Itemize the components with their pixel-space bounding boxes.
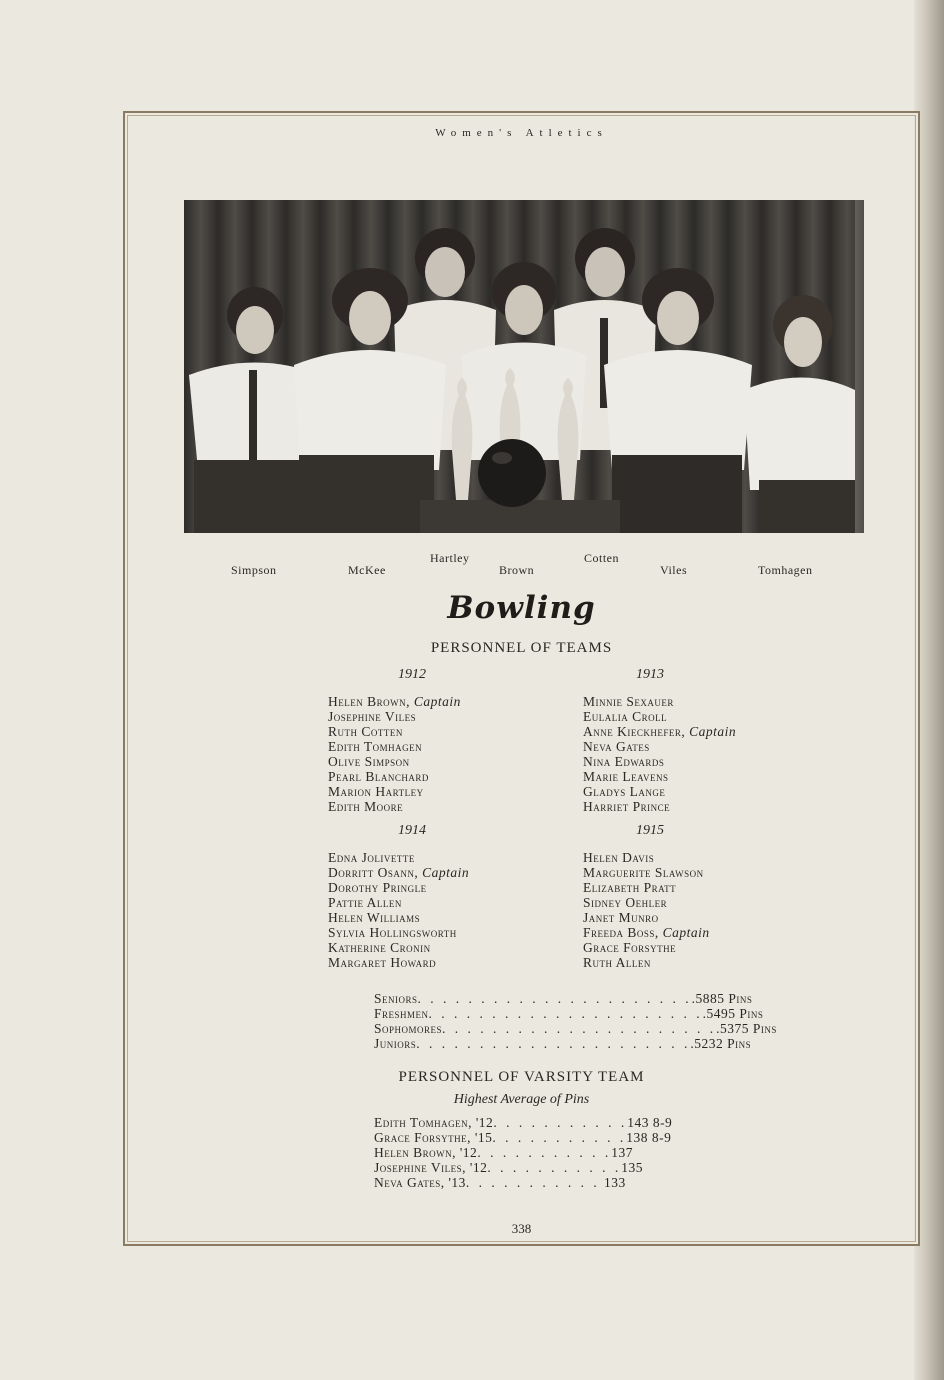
team-year: 1914: [398, 823, 426, 838]
class-totals: [374, 991, 777, 1051]
photo-caption: Hartley: [430, 551, 470, 565]
roster-entry: Katherine Cronin: [328, 940, 431, 955]
class-total-row: Seniors . . . . . . . . . . . . . . . . . . . . . . .5885 Pins: [374, 991, 753, 1006]
roster-entry: Helen Williams: [328, 910, 421, 925]
varsity-subheading: Highest Average of Pins: [453, 1092, 590, 1107]
roster-entry: Edith Tomhagen: [328, 739, 423, 754]
team-year: 1915: [636, 823, 664, 838]
team-roster-1912: [328, 694, 461, 814]
varsity-row: Neva Gates, '13 . . . . . . . . . . . 133: [374, 1175, 626, 1190]
running-head: Women's Atletics: [435, 127, 608, 139]
roster-entry: Nina Edwards: [583, 754, 665, 769]
sport-title: Bowling: [447, 590, 596, 626]
roster-entry: Helen Brown, Captain: [328, 694, 461, 709]
roster-entry: Helen Davis: [583, 850, 655, 865]
varsity-row: Grace Forsythe, '15 . . . . . . . . . . . 138 8-9: [374, 1130, 672, 1145]
varsity-heading: PERSONNEL OF VARSITY TEAM: [398, 1069, 645, 1085]
roster-entry: Marion Hartley: [328, 784, 424, 799]
page-number: 338: [511, 1221, 532, 1236]
varsity-row: Helen Brown, '12 . . . . . . . . . . . 137: [374, 1145, 633, 1160]
roster-entry: Edna Jolivette: [328, 850, 415, 865]
class-total-row: Freshmen . . . . . . . . . . . . . . . . . . . . . . .5495 Pins: [374, 1006, 764, 1021]
roster-entry: Elizabeth Pratt: [583, 880, 677, 895]
roster-entry: Ruth Cotten: [328, 724, 403, 739]
photo-caption: Simpson: [231, 563, 277, 577]
roster-entry: Margaret Howard: [328, 955, 437, 970]
roster-entry: Josephine Viles: [328, 709, 417, 724]
photo-caption: Viles: [660, 563, 688, 577]
roster-entry: Anne Kieckhefer, Captain: [583, 724, 737, 739]
roster-entry: Pearl Blanchard: [328, 769, 429, 784]
class-total-row: Juniors . . . . . . . . . . . . . . . . . . . . . . .5232 Pins: [374, 1036, 752, 1051]
roster-entry: Minnie Sexauer: [583, 694, 674, 709]
roster-entry: Marguerite Slawson: [583, 865, 704, 880]
roster-entry: Olive Simpson: [328, 754, 410, 769]
photo-caption: McKee: [348, 563, 386, 577]
photo-caption: Cotten: [584, 551, 619, 565]
roster-entry: Pattie Allen: [328, 895, 402, 910]
roster-entry: Harriet Prince: [583, 799, 671, 814]
roster-entry: Freeda Boss, Captain: [583, 925, 710, 940]
roster-entry: Grace Forsythe: [583, 940, 677, 955]
team-year: 1913: [636, 667, 664, 682]
roster-entry: Sidney Oehler: [583, 895, 668, 910]
varsity-row: Edith Tomhagen, '12 . . . . . . . . . . . 143 8-9: [374, 1115, 673, 1130]
roster-entry: Edith Moore: [328, 799, 404, 814]
roster-entry: Ruth Allen: [583, 955, 651, 970]
photo-caption: Brown: [499, 563, 535, 577]
team-roster-1913: [583, 694, 736, 814]
class-total-row: Sophomores . . . . . . . . . . . . . . . . . . . . . . .5375 Pins: [374, 1021, 777, 1036]
varsity-row: Josephine Viles, '12 . . . . . . . . . . . 135: [374, 1160, 643, 1175]
varsity-list: [374, 1115, 673, 1190]
roster-entry: Dorothy Pringle: [328, 880, 427, 895]
team-photograph: [184, 200, 855, 533]
roster-entry: Janet Munro: [583, 910, 659, 925]
team-roster-1915: [583, 850, 710, 970]
roster-entry: Sylvia Hollingsworth: [328, 925, 457, 940]
roster-entry: Eulalia Croll: [583, 709, 668, 724]
roster-entry: Dorritt Osann, Captain: [328, 865, 470, 880]
team-year: 1912: [398, 667, 426, 682]
teams-heading: PERSONNEL OF TEAMS: [430, 640, 613, 656]
roster-entry: Neva Gates: [583, 739, 650, 754]
team-roster-1914: [328, 850, 469, 970]
roster-entry: Marie Leavens: [583, 769, 669, 784]
roster-entry: Gladys Lange: [583, 784, 666, 799]
photo-caption: Tomhagen: [758, 563, 813, 577]
